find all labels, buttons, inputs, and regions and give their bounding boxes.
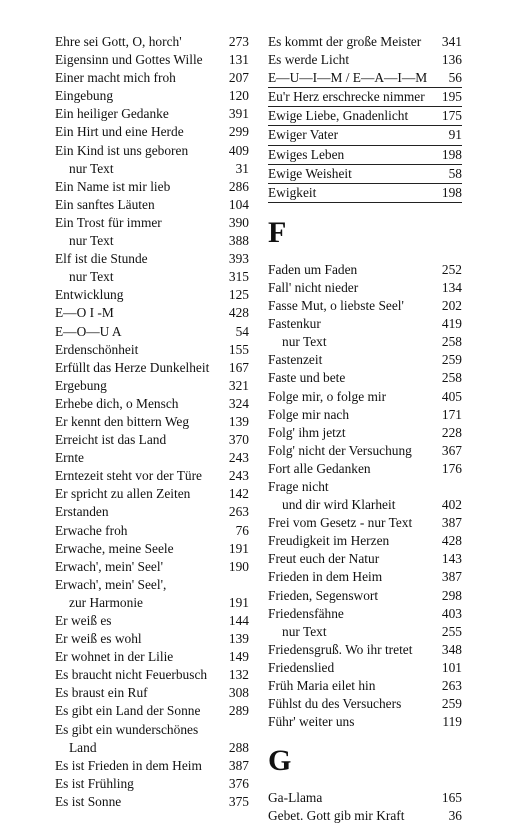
index-entry xyxy=(55,684,249,702)
entry-title: Es gibt ein wunderschönes xyxy=(55,721,199,737)
index-column-right xyxy=(268,33,462,825)
index-entry xyxy=(268,279,462,297)
entry-page-number: 409 xyxy=(228,142,249,158)
index-entry xyxy=(55,449,249,467)
entry-title: Frei vom Gesetz - nur Text xyxy=(268,515,413,531)
entry-title: Erstanden xyxy=(55,504,109,520)
index-entry xyxy=(55,630,249,648)
index-entry xyxy=(55,395,249,413)
entry-page-number: 195 xyxy=(441,89,462,105)
index-entry xyxy=(268,315,462,333)
entry-page-number: 428 xyxy=(441,533,462,549)
entry-title: Erwache, meine Seele xyxy=(55,540,174,556)
entry-title: Fasse Mut, o liebste Seel' xyxy=(268,298,404,314)
index-entry xyxy=(55,757,249,775)
entry-page-number: 228 xyxy=(441,424,462,440)
entry-page-number: 288 xyxy=(228,739,249,755)
index-entry xyxy=(268,514,462,532)
index-entry xyxy=(268,623,462,641)
index-entry xyxy=(55,196,249,214)
entry-page-number: 298 xyxy=(441,587,462,603)
entry-title: Es ist Frieden in dem Heim xyxy=(55,757,202,773)
entry-title: E—O—U A xyxy=(55,323,122,339)
entry-page-number: 132 xyxy=(228,667,249,683)
index-entry xyxy=(268,406,462,424)
index-entry xyxy=(268,51,462,69)
index-entry xyxy=(268,605,462,623)
index-entry xyxy=(55,377,249,395)
entry-title: E—O I -M xyxy=(55,305,114,321)
entry-page-number: 58 xyxy=(448,165,462,181)
entry-page-number: 324 xyxy=(228,395,249,411)
entry-page-number: 155 xyxy=(228,341,249,357)
entry-title: Erwache froh xyxy=(55,522,128,538)
section-e-continued xyxy=(268,33,462,203)
entry-title: Erdenschönheit xyxy=(55,341,139,357)
entry-title: Ewige Weisheit xyxy=(268,165,352,181)
index-entry xyxy=(268,460,462,478)
entry-title: Eingebung xyxy=(55,88,114,104)
entry-title: Erfüllt das Herze Dunkelheit xyxy=(55,359,210,375)
entry-title: zur Harmonie xyxy=(69,594,143,610)
entry-title: Ga-Llama xyxy=(268,790,323,806)
entry-page-number: 299 xyxy=(228,124,249,140)
index-entry xyxy=(55,793,249,811)
entry-title: Es braust ein Ruf xyxy=(55,685,148,701)
index-entry xyxy=(55,431,249,449)
index-column-left xyxy=(55,33,249,811)
entry-page-number: 31 xyxy=(235,160,249,176)
entry-title: Frieden in dem Heim xyxy=(268,569,383,585)
entry-page-number: 387 xyxy=(441,515,462,531)
entry-page-number: 243 xyxy=(228,450,249,466)
entry-page-number: 149 xyxy=(228,649,249,665)
section-g xyxy=(268,789,462,825)
entry-page-number: 258 xyxy=(441,334,462,350)
entry-title: Ehre sei Gott, O, horch' xyxy=(55,34,182,49)
entry-title: Friedensfähne xyxy=(268,605,344,621)
entry-page-number: 119 xyxy=(442,714,462,730)
entry-page-number: 198 xyxy=(441,184,462,200)
index-entry xyxy=(268,146,462,165)
entry-title: Erwach', mein' Seel', xyxy=(55,576,167,592)
entry-page-number: 120 xyxy=(228,88,249,104)
entry-page-number: 202 xyxy=(441,298,462,314)
entry-page-number: 176 xyxy=(441,460,462,476)
index-entry xyxy=(55,142,249,160)
index-entry xyxy=(268,442,462,460)
section-letter-f: F xyxy=(268,215,287,249)
entry-page-number: 263 xyxy=(228,504,249,520)
index-entry xyxy=(268,351,462,369)
index-entry xyxy=(268,677,462,695)
index-entry xyxy=(55,775,249,793)
index-entry xyxy=(55,522,249,540)
entry-title: Ein sanftes Läuten xyxy=(55,196,155,212)
entry-page-number: 36 xyxy=(448,808,462,824)
entry-page-number: 391 xyxy=(228,106,249,122)
entry-page-number: 139 xyxy=(228,631,249,647)
entry-page-number: 207 xyxy=(228,70,249,86)
entry-title: Es braucht nicht Feuerbusch xyxy=(55,667,208,683)
entry-title: Ewigkeit xyxy=(268,184,317,200)
index-entry xyxy=(268,496,462,514)
entry-page-number: 191 xyxy=(228,540,249,556)
entry-title: Ewige Liebe, Gnadenlicht xyxy=(268,108,409,124)
index-entry xyxy=(268,88,462,107)
entry-page-number: 403 xyxy=(441,605,462,621)
entry-title: Eu'r Herz erschrecke nimmer xyxy=(268,89,425,105)
entry-page-number: 315 xyxy=(228,269,249,285)
entry-page-number: 341 xyxy=(441,34,462,49)
index-entry xyxy=(55,739,249,757)
entry-title: Erhebe dich, o Mensch xyxy=(55,395,179,411)
entry-page-number: 308 xyxy=(228,685,249,701)
index-entry xyxy=(55,594,249,612)
entry-page-number: 198 xyxy=(441,146,462,162)
entry-page-number: 259 xyxy=(441,352,462,368)
entry-page-number: 54 xyxy=(235,323,249,339)
entry-page-number: 143 xyxy=(441,551,462,567)
entry-title: Früh Maria eilet hin xyxy=(268,678,376,693)
entry-title: Fühlst du des Versuchers xyxy=(268,696,402,712)
index-entry xyxy=(268,261,462,279)
index-entry xyxy=(268,807,462,825)
index-entry xyxy=(268,424,462,442)
entry-title: Ein Name ist mir lieb xyxy=(55,178,171,194)
entry-title: Führ' weiter uns xyxy=(268,714,355,730)
index-entry xyxy=(268,184,462,203)
index-entry xyxy=(55,721,249,739)
entry-title: Folg' ihm jetzt xyxy=(268,424,346,440)
index-entry xyxy=(268,641,462,659)
index-entry xyxy=(55,648,249,666)
entry-title: Fastenzeit xyxy=(268,352,323,368)
entry-page-number: 376 xyxy=(228,775,249,791)
entry-title: Es gibt ein Land der Sonne xyxy=(55,703,201,719)
entry-page-number: 101 xyxy=(441,659,462,675)
index-entry xyxy=(268,69,462,88)
entry-page-number: 191 xyxy=(228,594,249,610)
entry-page-number: 142 xyxy=(228,486,249,502)
entry-title: nur Text xyxy=(282,623,327,639)
index-entry xyxy=(268,478,462,496)
entry-title: Friedenslied xyxy=(268,659,335,675)
index-entry xyxy=(268,126,462,145)
index-entry xyxy=(268,550,462,568)
index-entry xyxy=(268,33,462,51)
entry-title: Folg' nicht der Versuchung xyxy=(268,442,412,458)
entry-page-number: 252 xyxy=(441,261,462,277)
entry-page-number: 263 xyxy=(441,678,462,693)
index-entry xyxy=(55,51,249,69)
index-entry xyxy=(55,540,249,558)
index-entry xyxy=(268,789,462,807)
entry-page-number: 56 xyxy=(448,70,462,86)
index-entry xyxy=(268,388,462,406)
index-entry xyxy=(268,333,462,351)
entry-title: Er wohnet in der Lilie xyxy=(55,649,174,665)
entry-page-number: 259 xyxy=(441,696,462,712)
index-entry xyxy=(55,286,249,304)
index-entry xyxy=(55,413,249,431)
index-entry xyxy=(55,576,249,594)
entry-title: Erreicht ist das Land xyxy=(55,432,167,448)
entry-page-number: 428 xyxy=(228,305,249,321)
entry-title: Ergebung xyxy=(55,377,107,393)
index-entry xyxy=(268,107,462,126)
entry-title: Einer macht mich froh xyxy=(55,70,176,86)
entry-page-number: 76 xyxy=(235,522,249,538)
entry-title: Eigensinn und Gottes Wille xyxy=(55,52,203,68)
entry-title: Folge mir nach xyxy=(268,406,350,422)
entry-title: Frieden, Segenswort xyxy=(268,587,379,603)
index-entry xyxy=(268,369,462,387)
index-entry xyxy=(55,178,249,196)
entry-page-number: 393 xyxy=(228,251,249,267)
index-entry xyxy=(55,105,249,123)
entry-title: Fastenkur xyxy=(268,316,321,332)
index-entry xyxy=(55,268,249,286)
entry-title: nur Text xyxy=(282,334,327,350)
entry-title: nur Text xyxy=(69,269,114,285)
index-entry xyxy=(268,695,462,713)
entry-page-number: 348 xyxy=(441,641,462,657)
index-entry xyxy=(55,503,249,521)
entry-page-number: 370 xyxy=(228,432,249,448)
entry-title: Elf ist die Stunde xyxy=(55,251,148,267)
entry-title: Ewiger Vater xyxy=(268,127,339,143)
index-entry xyxy=(268,568,462,586)
entry-page-number: 139 xyxy=(228,413,249,429)
entry-page-number: 387 xyxy=(441,569,462,585)
entry-title: Ein Kind ist uns geboren xyxy=(55,142,189,158)
entry-title: Faden um Faden xyxy=(268,261,358,277)
entry-page-number: 405 xyxy=(441,388,462,404)
entry-title: Gebet. Gott gib mir Kraft xyxy=(268,808,405,824)
entry-page-number: 167 xyxy=(228,359,249,375)
index-entry xyxy=(55,33,249,51)
index-entry xyxy=(55,666,249,684)
entry-page-number: 273 xyxy=(228,34,249,49)
index-entry xyxy=(268,713,462,731)
entry-page-number: 387 xyxy=(228,757,249,773)
entry-title: Folge mir, o folge mir xyxy=(268,388,387,404)
entry-title: Es ist Sonne xyxy=(55,793,122,809)
entry-title: Ein Trost für immer xyxy=(55,214,162,230)
entry-page-number: 286 xyxy=(228,178,249,194)
entry-title: Fort alle Gedanken xyxy=(268,460,371,476)
entry-title: Es kommt der große Meister xyxy=(268,34,422,49)
entry-title: Entwicklung xyxy=(55,287,124,303)
entry-title: Freudigkeit im Herzen xyxy=(268,533,390,549)
entry-page-number: 165 xyxy=(441,790,462,806)
entry-title: Ernte xyxy=(55,450,84,466)
entry-title: Ein heiliger Gedanke xyxy=(55,106,169,122)
index-entry xyxy=(55,359,249,377)
index-entry xyxy=(55,160,249,178)
entry-page-number: 171 xyxy=(441,406,462,422)
entry-title: Es ist Frühling xyxy=(55,775,134,791)
entry-page-number: 134 xyxy=(441,279,462,295)
index-entry xyxy=(55,123,249,141)
entry-title: Ewiges Leben xyxy=(268,146,345,162)
entry-page-number: 289 xyxy=(228,703,249,719)
section-f xyxy=(268,261,462,731)
entry-page-number: 91 xyxy=(448,127,462,143)
index-entry xyxy=(268,532,462,550)
entry-page-number: 125 xyxy=(228,287,249,303)
entry-page-number: 402 xyxy=(441,497,462,513)
entry-page-number: 190 xyxy=(228,558,249,574)
index-entry xyxy=(55,485,249,503)
entry-page-number: 388 xyxy=(228,233,249,249)
entry-page-number: 144 xyxy=(228,613,249,628)
index-entry xyxy=(268,297,462,315)
entry-title: Es werde Licht xyxy=(268,52,350,68)
entry-title: E—U—I—M / E—A—I—M xyxy=(268,70,428,86)
entry-page-number: 375 xyxy=(228,793,249,809)
entry-page-number: 175 xyxy=(441,108,462,124)
entry-title: Er kennt den bittern Weg xyxy=(55,413,190,429)
entry-page-number: 243 xyxy=(228,468,249,484)
index-entry xyxy=(55,323,249,341)
entry-page-number: 258 xyxy=(441,370,462,386)
index-entry xyxy=(55,214,249,232)
index-entry xyxy=(268,165,462,184)
entry-title: Land xyxy=(69,739,97,755)
entry-page-number: 419 xyxy=(441,316,462,332)
entry-title: Fall' nicht nieder xyxy=(268,279,359,295)
entry-page-number: 104 xyxy=(228,196,249,212)
entry-page-number: 131 xyxy=(228,52,249,68)
entry-title: nur Text xyxy=(69,160,114,176)
index-entry xyxy=(268,587,462,605)
entry-title: Erwach', mein' Seel' xyxy=(55,558,164,574)
index-entry xyxy=(268,659,462,677)
index-entry xyxy=(55,250,249,268)
entry-page-number: 367 xyxy=(441,442,462,458)
entry-page-number: 321 xyxy=(228,377,249,393)
entry-title: Er weiß es wohl xyxy=(55,631,142,647)
entry-title: Friedensgruß. Wo ihr tretet xyxy=(268,641,413,657)
index-entry xyxy=(55,341,249,359)
index-entry xyxy=(55,69,249,87)
entry-title: Freut euch der Natur xyxy=(268,551,380,567)
entry-title: Er weiß es xyxy=(55,613,112,628)
entry-title: nur Text xyxy=(69,233,114,249)
index-entry xyxy=(55,232,249,250)
entry-title: Ein Hirt und eine Herde xyxy=(55,124,184,140)
section-letter-g: G xyxy=(268,744,292,778)
index-entry xyxy=(55,304,249,322)
entry-title: Faste und bete xyxy=(268,370,346,386)
entry-title: Er spricht zu allen Zeiten xyxy=(55,486,191,502)
index-entry xyxy=(55,702,249,720)
entry-title: und dir wird Klarheit xyxy=(282,497,396,513)
index-entry xyxy=(55,467,249,485)
index-entry xyxy=(55,87,249,105)
entry-page-number: 255 xyxy=(441,623,462,639)
index-entry xyxy=(55,612,249,630)
index-entry xyxy=(55,558,249,576)
entry-page-number: 390 xyxy=(228,214,249,230)
entry-title: Erntezeit steht vor der Türe xyxy=(55,468,202,484)
entry-page-number: 136 xyxy=(441,52,462,68)
entry-title: Frage nicht xyxy=(268,478,329,494)
